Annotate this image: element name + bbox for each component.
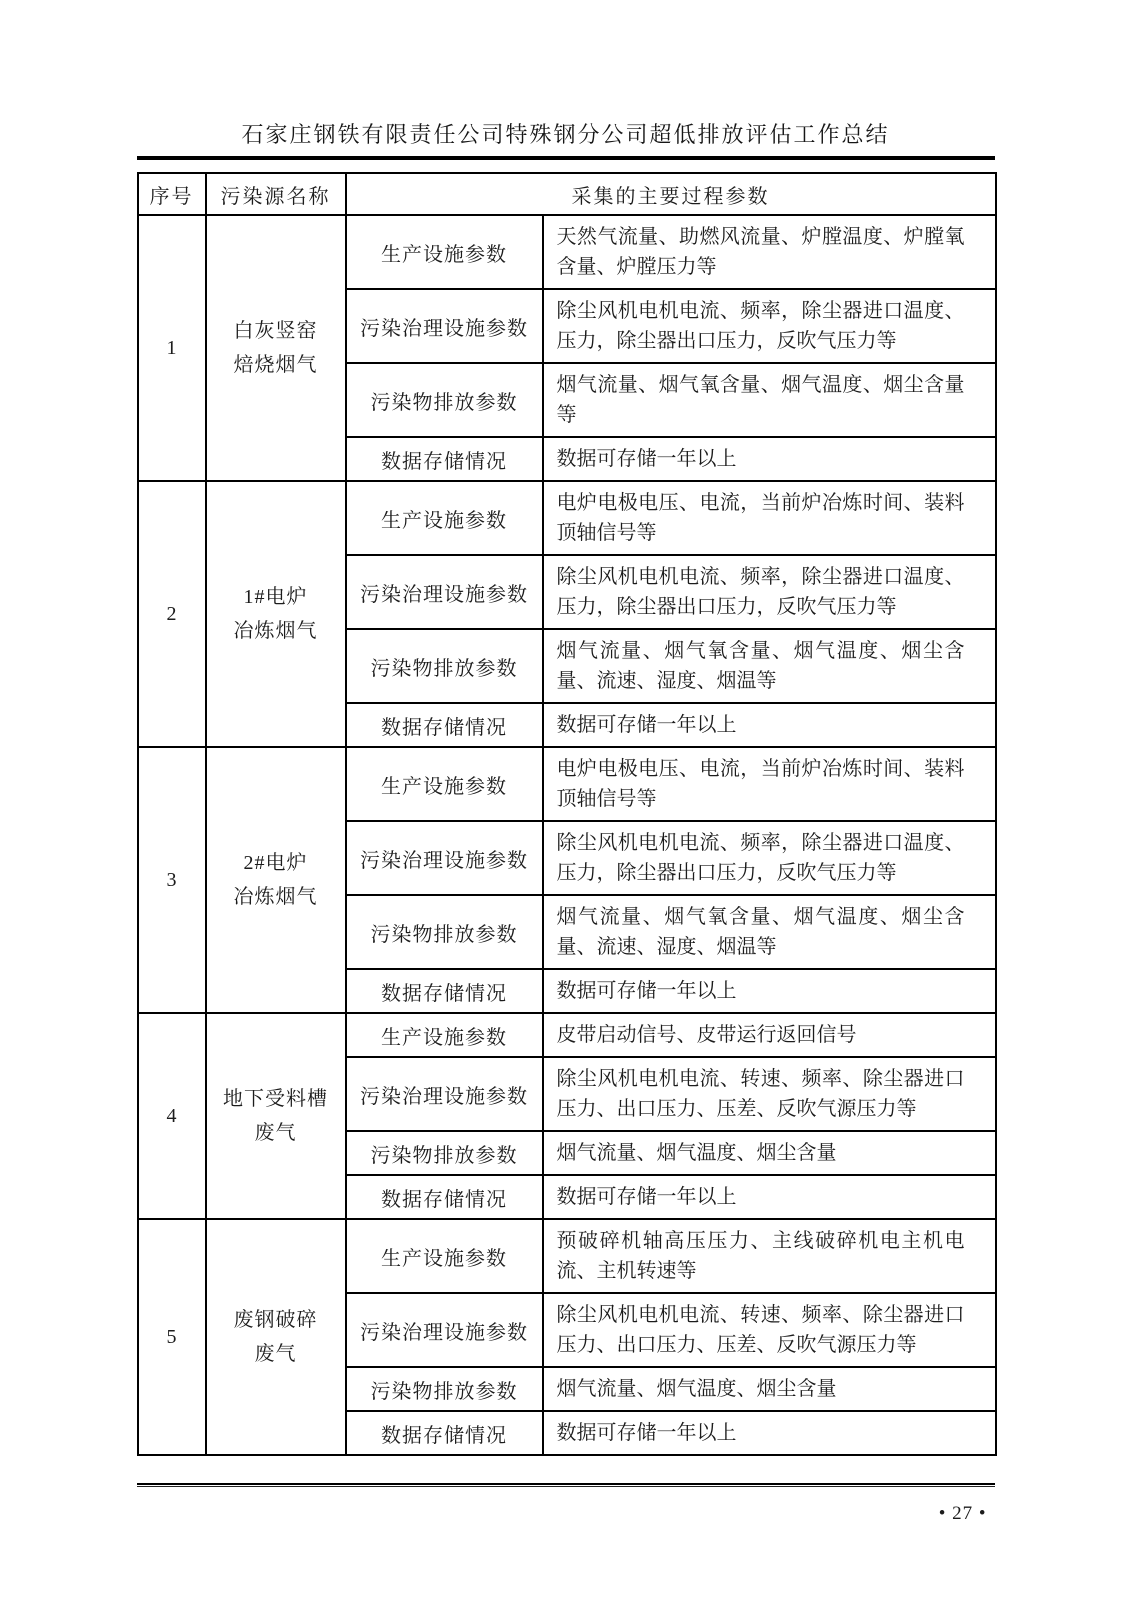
column-header-serial: 序号	[138, 173, 206, 215]
param-type-cell: 数据存储情况	[346, 1175, 543, 1219]
param-value-cell: 烟气流量、烟气氧含量、烟气温度、烟尘含量等	[543, 363, 996, 437]
param-type-cell: 数据存储情况	[346, 703, 543, 747]
param-type-cell: 污染治理设施参数	[346, 289, 543, 363]
column-header-source: 污染源名称	[206, 173, 346, 215]
source-name-line: 焙烧烟气	[233, 354, 318, 376]
source-name-line: 2#电炉	[243, 852, 308, 874]
source-name-line: 废钢破碎	[233, 1309, 318, 1331]
param-value-cell: 数据可存储一年以上	[543, 437, 996, 481]
serial-number-cell: 1	[138, 215, 206, 481]
column-header-params: 采集的主要过程参数	[346, 173, 996, 215]
param-value-cell: 皮带启动信号、皮带运行返回信号	[543, 1013, 996, 1057]
source-name-cell	[206, 1013, 346, 1219]
param-type-cell: 数据存储情况	[346, 437, 543, 481]
param-type-cell: 污染物排放参数	[346, 895, 543, 969]
source-name-cell	[206, 747, 346, 1013]
param-value-cell: 电炉电极电压、电流，当前炉冶炼时间、装料顶轴信号等	[543, 747, 996, 821]
page-title: 石家庄钢铁有限责任公司特殊钢分公司超低排放评估工作总结	[241, 122, 890, 147]
table-row	[138, 1013, 996, 1057]
param-type-cell: 污染治理设施参数	[346, 821, 543, 895]
param-type-cell: 数据存储情况	[346, 1411, 543, 1455]
serial-number-cell: 4	[138, 1013, 206, 1219]
param-type-cell: 污染治理设施参数	[346, 1293, 543, 1367]
source-name-cell	[206, 1219, 346, 1455]
param-type-cell: 生产设施参数	[346, 481, 543, 555]
table-body	[138, 173, 996, 1455]
param-type-cell: 生产设施参数	[346, 1013, 543, 1057]
footer-divider	[137, 1483, 995, 1487]
page-number: • 27 •	[938, 1503, 987, 1524]
param-value-cell: 烟气流量、烟气温度、烟尘含量	[543, 1131, 996, 1175]
param-value-cell: 烟气流量、烟气温度、烟尘含量	[543, 1367, 996, 1411]
source-name-cell	[206, 481, 346, 747]
param-value-cell: 电炉电极电压、电流，当前炉冶炼时间、装料顶轴信号等	[543, 481, 996, 555]
serial-number-cell: 5	[138, 1219, 206, 1455]
param-type-cell: 污染物排放参数	[346, 1131, 543, 1175]
param-value-cell: 天然气流量、助燃风流量、炉膛温度、炉膛氧含量、炉膛压力等	[543, 215, 996, 289]
param-value-cell: 烟气流量、烟气氧含量、烟气温度、烟尘含量、流速、湿度、烟温等	[543, 895, 996, 969]
title-divider	[137, 156, 995, 160]
param-value-cell: 除尘风机电机电流、频率，除尘器进口温度、压力，除尘器出口压力，反吹气压力等	[543, 555, 996, 629]
param-type-cell: 污染物排放参数	[346, 363, 543, 437]
table-row	[138, 215, 996, 289]
source-name-line: 1#电炉	[243, 586, 308, 608]
source-name-line: 废气	[254, 1122, 297, 1144]
source-name-line: 地下受料槽	[223, 1088, 328, 1110]
param-type-cell: 生产设施参数	[346, 215, 543, 289]
table-row	[138, 1219, 996, 1293]
source-name-cell	[206, 215, 346, 481]
param-type-cell: 生产设施参数	[346, 1219, 543, 1293]
param-value-cell: 除尘风机电机电流、转速、频率、除尘器进口压力、出口压力、压差、反吹气源压力等	[543, 1293, 996, 1367]
serial-number-cell: 3	[138, 747, 206, 1013]
source-name-line: 废气	[254, 1343, 297, 1365]
param-type-cell: 污染物排放参数	[346, 1367, 543, 1411]
param-value-cell: 数据可存储一年以上	[543, 1411, 996, 1455]
param-value-cell: 数据可存储一年以上	[543, 703, 996, 747]
param-value-cell: 除尘风机电机电流、频率，除尘器进口温度、压力，除尘器出口压力，反吹气压力等	[543, 289, 996, 363]
table-row	[138, 747, 996, 821]
source-name-line: 冶炼烟气	[233, 886, 318, 908]
source-name-line: 白灰竖窑	[233, 320, 318, 342]
param-type-cell: 污染物排放参数	[346, 629, 543, 703]
param-value-cell: 数据可存储一年以上	[543, 1175, 996, 1219]
page-content	[137, 118, 995, 1525]
param-value-cell: 烟气流量、烟气氧含量、烟气温度、烟尘含量、流速、湿度、烟温等	[543, 629, 996, 703]
param-type-cell: 生产设施参数	[346, 747, 543, 821]
param-type-cell: 污染治理设施参数	[346, 555, 543, 629]
param-value-cell: 除尘风机电机电流、转速、频率、除尘器进口压力、出口压力、压差、反吹气源压力等	[543, 1057, 996, 1131]
param-type-cell: 污染治理设施参数	[346, 1057, 543, 1131]
param-type-cell: 数据存储情况	[346, 969, 543, 1013]
serial-number-cell: 2	[138, 481, 206, 747]
param-value-cell: 预破碎机轴高压压力、主线破碎机电主机电流、主机转速等	[543, 1219, 996, 1293]
pollution-params-table	[137, 172, 997, 1456]
table-header-row	[138, 173, 996, 215]
source-name-line: 冶炼烟气	[233, 620, 318, 642]
table-row	[138, 481, 996, 555]
param-value-cell: 除尘风机电机电流、频率，除尘器进口温度、压力，除尘器出口压力，反吹气压力等	[543, 821, 996, 895]
param-value-cell: 数据可存储一年以上	[543, 969, 996, 1013]
